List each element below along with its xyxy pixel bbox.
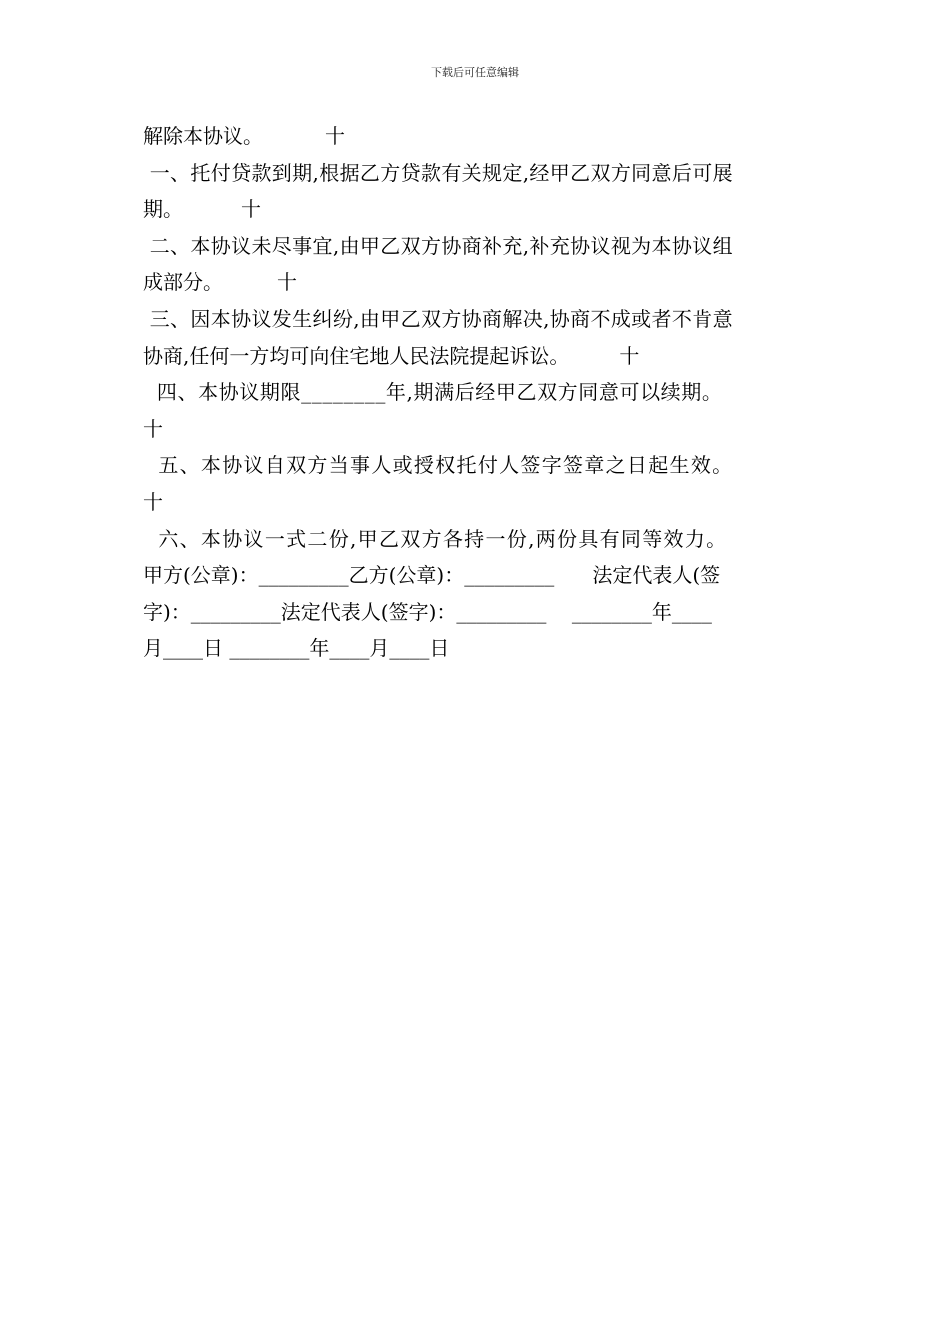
cross-mark: 十 — [241, 197, 261, 222]
cross-mark: 十 — [277, 270, 297, 295]
text-line — [143, 447, 808, 484]
line-text: 解除本协议。 — [143, 124, 263, 148]
agreement-body — [143, 118, 808, 667]
signature-line — [143, 594, 808, 631]
cross-mark: 十 — [619, 343, 640, 368]
line-text: 三、因本协议发生纠纷,由甲乙双方协商解决,协商不成或者不肯意 — [143, 306, 733, 331]
text-line — [143, 118, 808, 155]
line-text: 月____日 ________年____月____日 — [143, 636, 450, 661]
text-line — [143, 374, 808, 411]
line-text: 五、本协议自双方当事人或授权托付人签字签章之日起生效。 — [143, 453, 734, 478]
text-line — [143, 521, 808, 558]
line-text: 成部分。 — [143, 270, 223, 295]
text-line — [143, 191, 808, 228]
line-text: 甲方(公章)：_________乙方(公章)：_________ 法定代表人(签 — [143, 563, 721, 588]
date-line — [143, 630, 808, 667]
text-line — [143, 228, 808, 265]
line-text: 四、本协议期限________年,期满后经甲乙双方同意可以续期。 — [143, 380, 723, 405]
line-text: 字)：_________法定代表人(签字)：_________ ________年____ — [143, 599, 712, 624]
text-line — [143, 411, 808, 448]
signature-line — [143, 557, 808, 594]
text-line — [143, 264, 808, 301]
text-line — [143, 484, 808, 521]
page-header: 下载后可任意编辑 — [431, 66, 519, 79]
text-line — [143, 301, 808, 338]
text-line — [143, 338, 808, 375]
cross-mark: 十 — [143, 489, 163, 514]
line-text: 二、本协议未尽事宜,由甲乙双方协商补充,补充协议视为本协议组 — [143, 233, 733, 258]
cross-mark: 十 — [143, 416, 163, 441]
line-text: 期。 — [143, 197, 183, 222]
line-text: 协商,任何一方均可向住宅地人民法院提起诉讼。 — [143, 343, 570, 368]
line-text: 六、本协议一式二份,甲乙双方各持一份,两份具有同等效力。 — [143, 526, 728, 551]
text-line — [143, 155, 808, 192]
line-text: 一、托付贷款到期,根据乙方贷款有关规定,经甲乙双方同意后可展 — [143, 160, 733, 185]
cross-mark: 十 — [325, 124, 345, 148]
